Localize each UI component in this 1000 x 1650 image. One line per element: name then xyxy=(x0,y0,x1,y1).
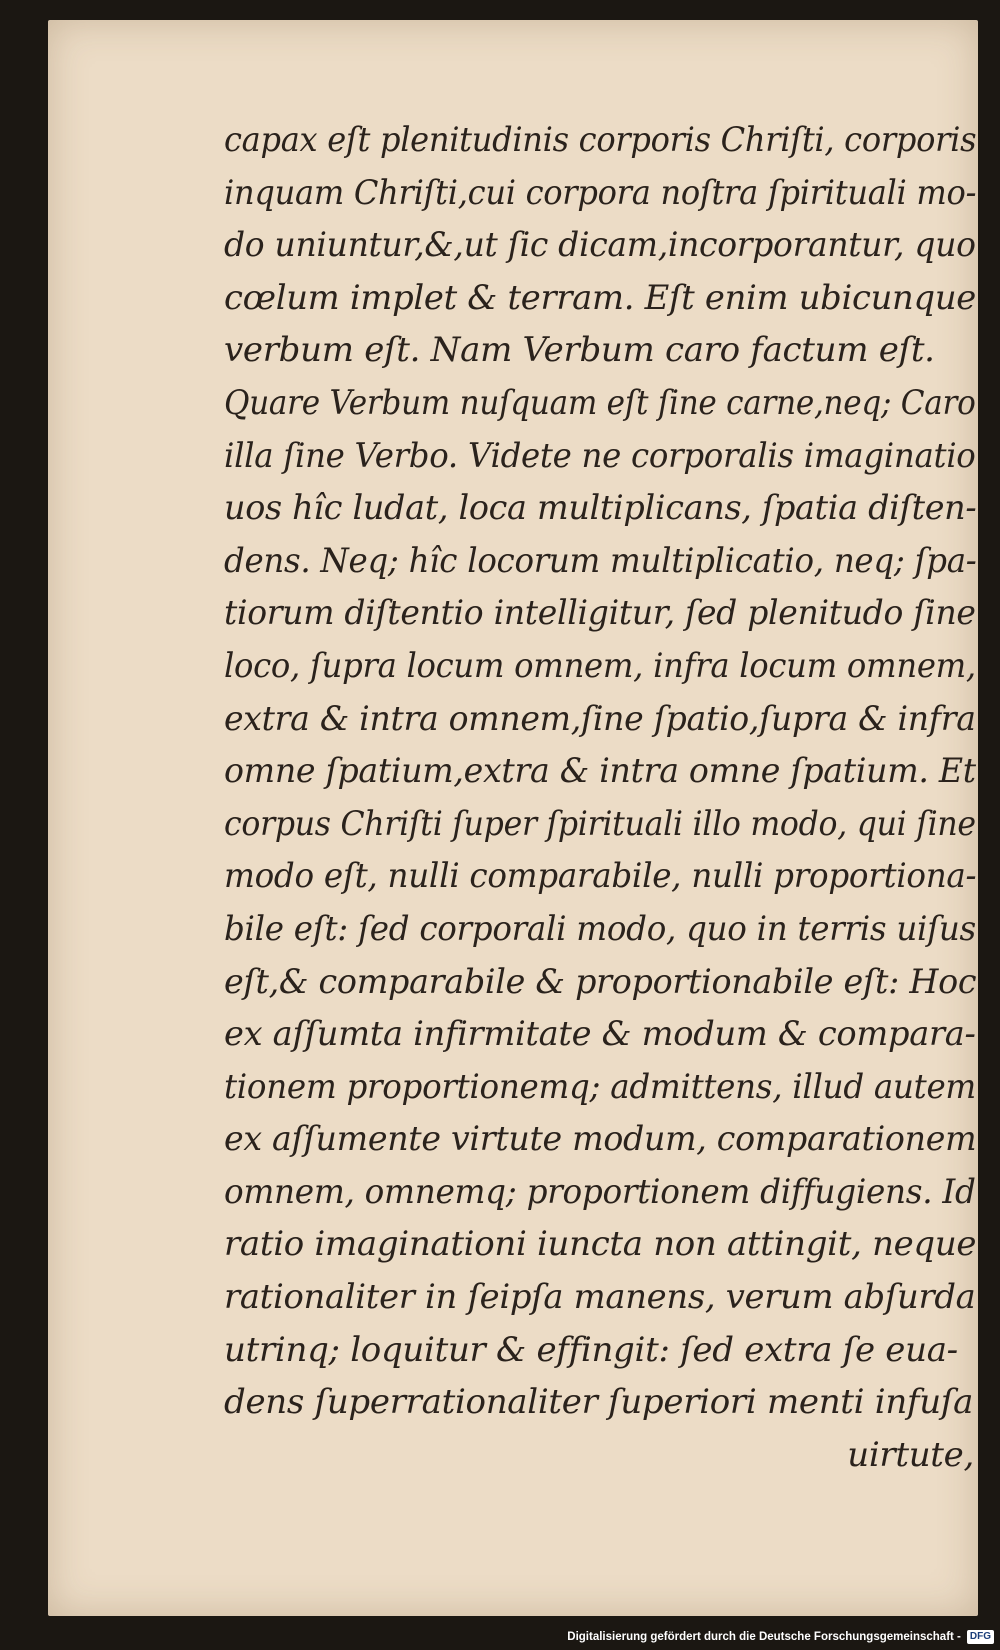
page-text xyxy=(224,114,976,1481)
dfg-logo: DFG xyxy=(967,1630,994,1644)
text-line-23: rationaliter in ſeipſa manens, verum abſurda xyxy=(224,1277,976,1318)
digitization-credit xyxy=(567,1630,994,1644)
text-line-6: Quare Verbum nuſquam eſt ſine carne,neq; Caro xyxy=(224,382,976,423)
book-page xyxy=(48,20,978,1616)
text-line-5: verbum eſt. Nam Verbum caro factum eſt. xyxy=(224,330,935,371)
text-line-8: uos hîc ludat, loca multiplicans, ſpatia diſten- xyxy=(224,488,977,529)
text-line-14: corpus Chriſti ſuper ſpirituali illo modo, qui ſine xyxy=(224,803,976,844)
text-line-1: capax eſt plenitudinis corporis Chriſti, corporis xyxy=(224,120,977,160)
text-line-9: dens. Neq; hîc locorum multiplicatio, neq; ſpa- xyxy=(224,540,977,581)
text-line-22: ratio imaginationi iuncta non attingit, neque xyxy=(224,1224,977,1265)
text-line-26-catchword: uirtute, xyxy=(847,1434,974,1475)
text-line-16: bile eſt: ſed corporali modo, quo in terris uiſus xyxy=(224,908,976,949)
text-line-19: tionem proportionemq; admittens, illud autem xyxy=(224,1066,976,1107)
text-line-20: ex aſſumente virtute modum, comparationem xyxy=(224,1119,977,1160)
credit-text: Digitalisierung gefördert durch die Deutsche Forschungsgemeinschaft - xyxy=(567,1631,961,1643)
text-line-4: cœlum implet & terram. Eſt enim ubicunque xyxy=(224,277,976,318)
text-line-2: inquam Chriſti,cui corpora noſtra ſpirituali mo- xyxy=(224,172,977,213)
text-line-17: eſt,& comparabile & proportionabile eſt: Hoc xyxy=(224,961,977,1002)
text-line-25: dens ſuperrationaliter ſuperiori menti infuſa xyxy=(224,1382,974,1423)
text-line-10: tiorum diſtentio intelligitur, ſed plenitudo ſine xyxy=(224,593,976,634)
text-line-11: loco, ſupra locum omnem, infra locum omnem, xyxy=(224,645,976,686)
text-line-15: modo eſt, nulli comparabile, nulli proportiona- xyxy=(224,856,977,897)
text-line-3: do uniuntur,&,ut ſic dicam,incorporantur, quo xyxy=(224,225,976,266)
text-line-7: illa ſine Verbo. Videte ne corporalis imaginatio xyxy=(224,435,976,476)
text-line-24: utrinq; loquitur & effingit: ſed extra ſe eua- xyxy=(224,1329,958,1370)
text-line-13: omne ſpatium,extra & intra omne ſpatium. Et xyxy=(224,751,976,792)
text-line-12: extra & intra omnem,ſine ſpatio,ſupra & infra xyxy=(224,698,976,739)
text-line-18: ex aſſumta infirmitate & modum & compara- xyxy=(224,1014,976,1055)
text-line-21: omnem, omnemq; proportionem diffugiens. Id xyxy=(224,1171,976,1212)
